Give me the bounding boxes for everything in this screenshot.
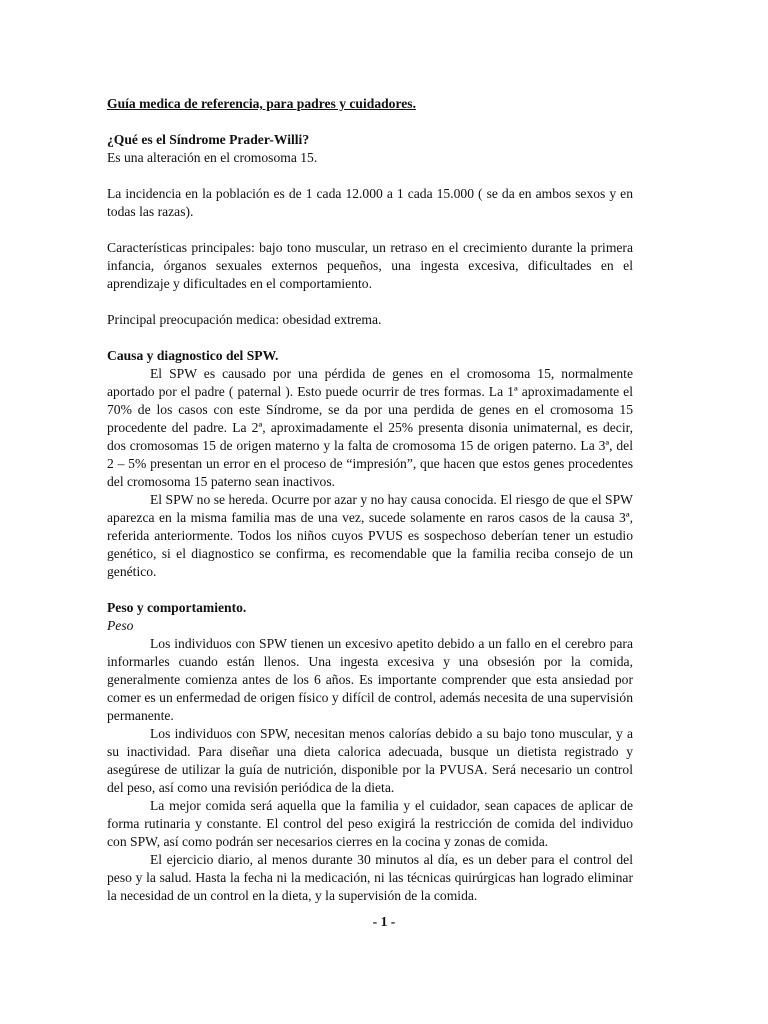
- paragraph: Los individuos con SPW, necesitan menos calorías debido a su bajo tono muscular, y a su inactividad. Para diseñar una dieta calorica adecuada, busque un dietista registrado y asegúrese de utilizar la guía de nutrición, disponible por la PVUSA. Será necesario un control del peso, así como una revisión periódica de la dieta.: [107, 726, 633, 795]
- spacer: [107, 221, 633, 239]
- spacer: [107, 329, 633, 347]
- spacer: [107, 581, 633, 599]
- subsection-heading-peso: Peso: [107, 618, 134, 633]
- paragraph: La mejor comida será aquella que la familia y el cuidador, sean capaces de aplicar de forma rutinaria y constante. El control del peso exigirá la restricción de comida del individuo con SPW, así como podrán ser necesarios cierres en la cocina y zonas de comida.: [107, 798, 633, 849]
- paragraph: Es una alteración en el cromosoma 15.: [107, 150, 318, 165]
- document-page: [107, 95, 633, 905]
- section-heading-what-is: ¿Qué es el Síndrome Prader-Willi?: [107, 132, 310, 147]
- paragraph: Principal preocupación medica: obesidad extrema.: [107, 312, 382, 327]
- paragraph: Características principales: bajo tono muscular, un retraso en el crecimiento durante la primera infancia, órganos sexuales externos pequeños, una ingesta excesiva, dificultades en el aprendizaje y dificultades en el comportamiento.: [107, 240, 633, 291]
- spacer: [107, 113, 633, 131]
- section-heading-cause: Causa y diagnostico del SPW.: [107, 348, 279, 363]
- spacer: [107, 167, 633, 185]
- page-number: - 1 -: [372, 914, 396, 929]
- paragraph: La incidencia en la población es de 1 cada 12.000 a 1 cada 15.000 ( se da en ambos sexos y en todas las razas).: [107, 186, 633, 219]
- document-title: Guía medica de referencia, para padres y cuidadores.: [107, 96, 416, 111]
- section-heading-weight: Peso y comportamiento.: [107, 600, 247, 615]
- paragraph: El ejercicio diario, al menos durante 30 minutos al día, es un deber para el control del peso y la salud. Hasta la fecha ni la medicación, ni las técnicas quirúrgicas han logrado eliminar la necesidad de un control en la dieta, y la supervisión de la comida.: [107, 852, 633, 903]
- paragraph: Los individuos con SPW tienen un excesivo apetito debido a un fallo en el cerebro para informarles cuando están llenos. Una ingesta excesiva y una obsesión por la comida, generalmente comienza antes de los 6 años. Es importante comprender que esta ansiedad por comer es un enfermedad de origen físico y difícil de control, además necesita de una supervisión permanente.: [107, 636, 633, 723]
- paragraph: El SPW es causado por una pérdida de genes en el cromosoma 15, normalmente aportado por el padre ( paternal ). Esto puede ocurrir de tres formas. La 1ª aproximadamente el 70% de los casos con este Síndrome, se da por una perdida de genes en el cromosoma 15 procedente del padre. La 2ª, aproximadamente el 25% presenta disonia unimaternal, es decir, dos cromosomas 15 de origen materno y la falta de cromosoma 15 de origen paterno. La 3ª, del 2 – 5% presentan un error en el proceso de “impresión”, que hacen que estos genes procedentes del cromosoma 15 paterno sean inactivos.: [107, 366, 633, 489]
- paragraph: El SPW no se hereda. Ocurre por azar y no hay causa conocida. El riesgo de que el SPW aparezca en la misma familia mas de una vez, sucede solamente en raros casos de la causa 3ª, referida anteriormente. Todos los niños cuyos PVUS es sospechoso deberían tener un estudio genético, si el diagnostico se confirma, es recomendable que la familia reciba consejo de un genético.: [107, 492, 633, 579]
- spacer: [107, 293, 633, 311]
